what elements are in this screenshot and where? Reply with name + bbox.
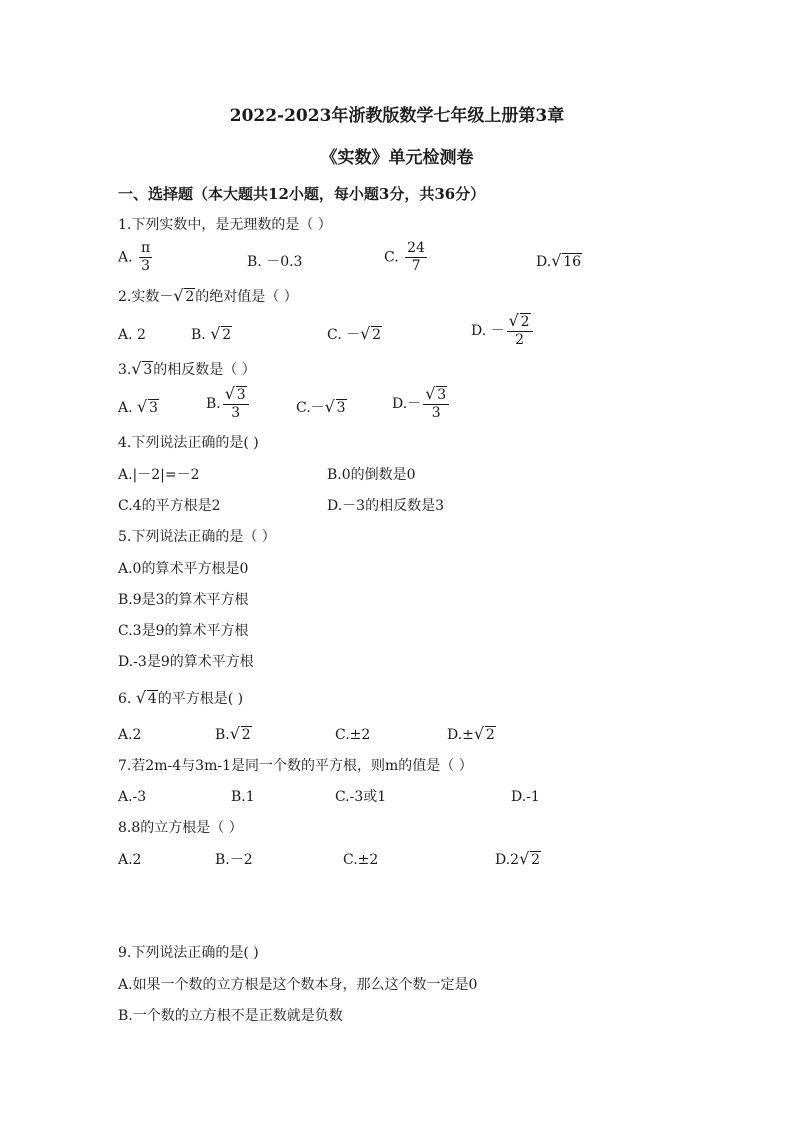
radical: √ 2 [361,326,382,344]
question-4-option-c: C.4的平方根是2 [118,498,221,514]
radical: √ 2 [520,851,541,869]
radical: √ 16 [552,253,582,271]
title-line-1: 2022-2023年浙教版数学七年级上册第3章 [229,106,565,126]
question-7-option-a: A.-3 [118,789,147,805]
question-6-option-b: B.√ 2 [215,725,252,745]
radical: √ 2 [475,726,496,744]
radical: √ 2 [211,326,232,344]
question-7-option-c: C.-3或1 [335,789,387,805]
radical: √ 3 [132,361,153,379]
question-5-option-a: A.0的算术平方根是0 [118,561,249,577]
question-4-option-a: A.|－2|=－2 [118,467,200,483]
question-8-option-a: A.2 [118,852,142,868]
fraction: $\frac{\pi}{3}$ [141,240,151,274]
question-1-option-b: B. －0.3 [247,254,303,270]
question-8-option-d: D.2√ 2 [495,850,541,870]
question-2-option-d: D. － √ $\frac{2}{2}$ [471,313,535,349]
question-5-option-d: D.-3是9的算术平方根 [118,654,254,670]
radical: √ 2 [510,313,531,331]
question-7-option-b: B.1 [231,789,255,805]
section-heading: 一、选择题（本大题共12小题，每小题3分，共36分） [118,185,486,203]
question-6-option-c: C.±2 [335,727,371,743]
question-1-option-c: C. $\frac{24}{7}$ [384,240,425,274]
title-line-2: 《实数》单元检测卷 [320,148,474,168]
question-3-option-d: D.－ √ $\frac{3}{3}$ [392,386,451,422]
question-9-option-a: A.如果一个数的立方根是这个数本身，那么这个数一定是0 [118,977,478,993]
question-3-stem: 3.√ 3的相反数是（ ） [118,360,256,380]
question-2-stem: 2.实数－√ 2的绝对值是（ ） [118,287,298,307]
radical: √ 4 [137,690,158,708]
question-3-option-b: B. √ $\frac{3}{3}$ [206,386,251,422]
fraction: √ $\frac{3}{3}$ [223,386,249,422]
question-2-option-b: B. √ 2 [191,325,232,345]
question-5-option-c: C.3是9的算术平方根 [118,623,249,639]
question-9-option-b: B.一个数的立方根不是正数就是负数 [118,1008,343,1024]
question-1-option-d: D.√ 16 [536,252,582,272]
radical: √ 2 [174,288,195,306]
question-1-stem: 1.下列实数中，是无理数的是（ ） [118,217,332,233]
fraction: √ $\frac{2}{2}$ [507,313,533,349]
question-8-option-c: C.±2 [343,852,379,868]
question-6-option-d: D.±√ 2 [447,725,496,745]
question-7-stem: 7.若2m-4与3m-1是同一个数的平方根，则m的值是（ ） [118,758,473,774]
question-5-stem: 5.下列说法正确的是（ ） [118,529,276,545]
fraction: $\frac{24}{7}$ [407,240,425,274]
question-9-stem: 9.下列说法正确的是( ) [118,945,259,961]
question-7-option-d: D.-1 [511,789,540,805]
question-2-option-c: C. －√ 2 [327,325,382,345]
radical: √ 3 [138,399,159,417]
question-4-option-b: B.0的倒数是0 [327,467,416,483]
question-8-option-b: B.－2 [215,852,253,868]
radical: √ 3 [226,386,247,404]
fraction: √ $\frac{3}{3}$ [423,386,449,422]
radical: √ 3 [426,386,447,404]
question-6-option-a: A.2 [118,727,142,743]
question-1-option-a: A. $\frac{\pi}{3}$ [118,240,151,274]
question-3-option-c: C.－√ 3 [296,398,347,418]
question-4-option-d: D.－3的相反数是3 [327,498,444,514]
radical: √ 2 [231,726,252,744]
radical: √ 3 [326,399,347,417]
question-6-stem: 6. √ 4的平方根是( ) [118,689,243,709]
question-8-stem: 8.8的立方根是（ ） [118,820,243,836]
question-5-option-b: B.9是3的算术平方根 [118,592,249,608]
question-3-option-a: A. √ 3 [118,398,159,418]
question-2-option-a: A. 2 [118,327,146,343]
question-4-stem: 4.下列说法正确的是( ) [118,435,259,451]
